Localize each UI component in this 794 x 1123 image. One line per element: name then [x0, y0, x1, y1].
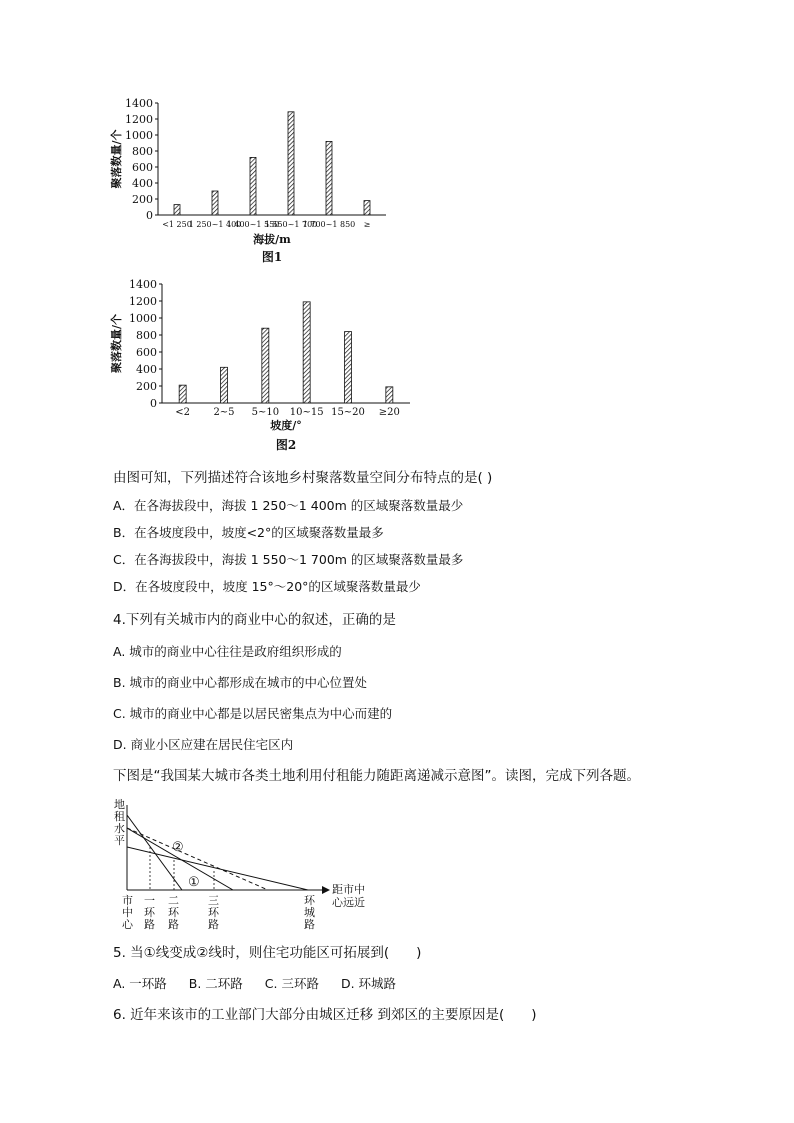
y-tick-label: 600	[136, 346, 157, 359]
question-4-option-d: D. 商业小区应建在居民住宅区内	[113, 737, 294, 752]
tick-ring-3	[208, 894, 220, 931]
industrial-rent-line	[127, 847, 308, 890]
x-tick-label: 15~20	[331, 407, 365, 418]
x-tick-label: 1 550~1 700	[264, 220, 318, 229]
svg-text:环: 环	[144, 906, 155, 919]
svg-text:中: 中	[122, 906, 133, 919]
y-label-char-1: 地	[114, 798, 125, 811]
y-tick-label: 200	[132, 193, 153, 206]
y-axis-label: 聚落数量/个	[110, 129, 123, 189]
figure-1-altitude-chart	[110, 95, 400, 265]
y-tick-label: 600	[132, 161, 153, 174]
svg-text:路: 路	[144, 918, 155, 931]
chart-title: 图1	[261, 250, 283, 264]
svg-text:路: 路	[304, 918, 315, 931]
y-tick-label: 1200	[125, 113, 153, 126]
bar	[212, 191, 218, 215]
y-tick-label: 1000	[129, 312, 157, 325]
svg-text:城: 城	[304, 906, 315, 919]
question-6-stem: 6. 近年来该市的工业部门大部分由城区迁移 到郊区的主要原因是( )	[113, 1007, 537, 1023]
question-3-option-c: C．在各海拔段中，海拔 1 550～1 700m 的区域聚落数量最多	[113, 552, 464, 567]
y-tick-label: 1000	[125, 129, 153, 142]
y-tick-label: 400	[136, 363, 157, 376]
question-3-option-a: A．在各海拔段中，海拔 1 250～1 400m 的区域聚落数量最少	[113, 498, 464, 513]
x-tick-label: <2	[175, 407, 191, 418]
bar	[345, 332, 352, 403]
bar	[262, 328, 269, 403]
chart-2-svg	[110, 278, 420, 458]
svg-text:路: 路	[168, 918, 179, 931]
x-tick-label: 5~10	[251, 407, 280, 418]
y-tick-label: 0	[146, 209, 153, 222]
figure-2-slope-chart	[110, 278, 420, 458]
bar	[386, 387, 393, 403]
x-tick-label: ≥20	[378, 407, 400, 418]
x-tick-label: ≥	[363, 220, 371, 229]
svg-text:环: 环	[208, 906, 219, 919]
question-5-option-d: D. 环城路	[340, 976, 397, 991]
question-3-stem: 由图可知，下列描述符合该地乡村聚落数量空间分布特点的是( )	[113, 470, 493, 486]
bar	[174, 205, 180, 215]
x-tick-label: <1 250	[162, 220, 192, 229]
y-tick-label: 0	[150, 397, 157, 410]
question-5-options	[113, 975, 414, 993]
x-axis-label: 坡度/°	[270, 419, 302, 432]
question-5-stem: 5. 当①线变成②线时，则住宅功能区可拓展到( )	[113, 945, 422, 961]
chart-1-svg	[110, 95, 400, 265]
svg-text:一: 一	[144, 894, 155, 907]
svg-text:市: 市	[122, 894, 133, 907]
bar	[303, 302, 310, 403]
y-tick-label: 800	[132, 145, 153, 158]
bar	[288, 112, 294, 215]
bar	[221, 367, 228, 403]
y-tick-label: 800	[136, 329, 157, 342]
question-4-option-a: A. 城市的商业中心往往是政府组织形成的	[113, 644, 342, 659]
question-4-stem: 4.下列有关城市内的商业中心的叙述，正确的是	[113, 612, 396, 628]
bar	[326, 141, 332, 215]
y-tick-label: 1400	[129, 278, 157, 291]
question-5-option-a: A. 一环路	[113, 976, 167, 991]
x-label-line-1: 距市中	[332, 883, 365, 896]
rent-gradient-svg	[110, 795, 390, 935]
question-4-option-b: B. 城市的商业中心都形成在城市的中心位置处	[113, 675, 368, 690]
x-tick-label: 1 250~1 400	[188, 220, 242, 229]
svg-text:心: 心	[122, 918, 133, 931]
x-axis-label: 海拔/m	[253, 233, 291, 246]
y-axis-label: 聚落数量/个	[110, 313, 123, 374]
svg-text:环: 环	[168, 906, 179, 919]
question-3-option-b: B．在各坡度段中，坡度<2°的区域聚落数量最多	[113, 525, 384, 540]
svg-text:路: 路	[208, 918, 219, 931]
tick-city-center	[122, 894, 134, 931]
y-tick-label: 200	[136, 380, 157, 393]
rent-gradient-diagram	[110, 795, 390, 935]
tick-ring-1	[144, 894, 156, 931]
marker-1: ①	[188, 875, 200, 890]
question-4-option-c: C. 城市的商业中心都是以居民密集点为中心而建的	[113, 706, 393, 721]
questions-5-6-intro: 下图是“我国某大城市各类土地利用付租能力随距离递减示意图”。读图，完成下列各题。	[113, 768, 640, 784]
x-label-line-2: 心远近	[332, 896, 365, 909]
tick-city-ring	[304, 894, 316, 931]
x-tick-label: 1 700~1 850	[302, 220, 356, 229]
chart-title: 图2	[275, 438, 297, 452]
svg-text:三: 三	[208, 894, 219, 907]
marker-2: ②	[172, 840, 184, 855]
question-5-option-c: C. 三环路	[264, 976, 319, 991]
x-axis-arrow	[322, 886, 330, 894]
x-tick-label: 2~5	[213, 407, 235, 418]
y-label-char-2: 租	[114, 810, 125, 823]
svg-text:环: 环	[304, 894, 315, 907]
y-label-char-3: 水	[114, 822, 125, 835]
y-tick-label: 1200	[129, 295, 157, 308]
tick-ring-2	[168, 894, 180, 931]
x-tick-label: 1 400~1 550	[226, 220, 280, 229]
y-tick-label: 1400	[125, 97, 153, 110]
x-tick-label: 10~15	[289, 407, 324, 418]
y-label-char-4: 平	[114, 834, 125, 847]
svg-text:二: 二	[168, 894, 179, 907]
y-tick-label: 400	[132, 177, 153, 190]
line-1	[127, 828, 233, 890]
question-5-option-b: B. 二环路	[188, 976, 243, 991]
question-3-option-d: D．在各坡度段中，坡度 15°～20°的区域聚落数量最少	[113, 579, 421, 594]
bar	[250, 157, 256, 215]
bar	[364, 201, 370, 215]
bar	[179, 385, 186, 403]
